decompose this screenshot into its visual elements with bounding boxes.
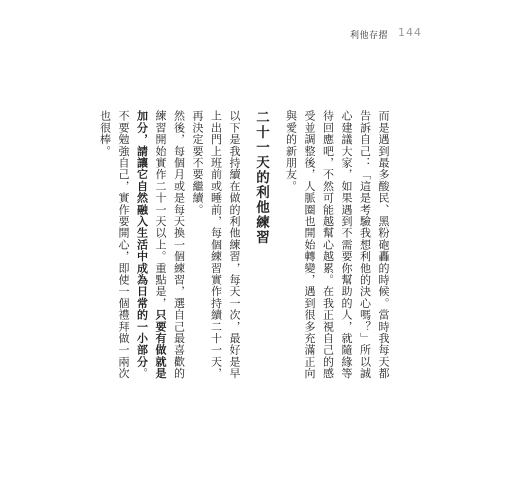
paragraph-3-intro: 然後，每個月或是每天換一個練習，選自己最喜歡的練習開始實作二十一天以上。重點是， [154, 110, 186, 380]
page-header [0, 28, 520, 44]
running-title: 利他存摺 [349, 31, 388, 41]
book-page-text [98, 110, 392, 385]
paragraph-3 [95, 110, 188, 385]
paragraph-1: 而是遇到最多酸民、黑粉砲轟的時候。當時我每天都告訴自己：「這是考驗我想利他的決心嗎？」所以誠心建議大家，如果遇到不需要你幫助的人，就隨緣等待回應吧，不然可能越幫心越累。在我正視自己的感受並調整後，人脈圈也開始轉變，遇到很多充滿正向與愛的新朋友。 [284, 110, 390, 380]
paragraph-3-middle: 。不要勉強自己，實作要開心，即使一個禮拜做一兩次也很棒。 [98, 110, 149, 380]
paragraph-2: 以下是我持續在做的利他練習，每天一次，最好是早上出門上班前或睡前，每個練習實作持續二十一天，再決定要不要繼續。 [191, 110, 241, 380]
page-number: 144 [398, 26, 422, 39]
paragraph-3-emphasis: 只要有做就是加分，請讓它自然融入生活中成為日常的一小部分 [135, 110, 167, 380]
section-heading: 二十一天的利他練習 [253, 110, 269, 245]
